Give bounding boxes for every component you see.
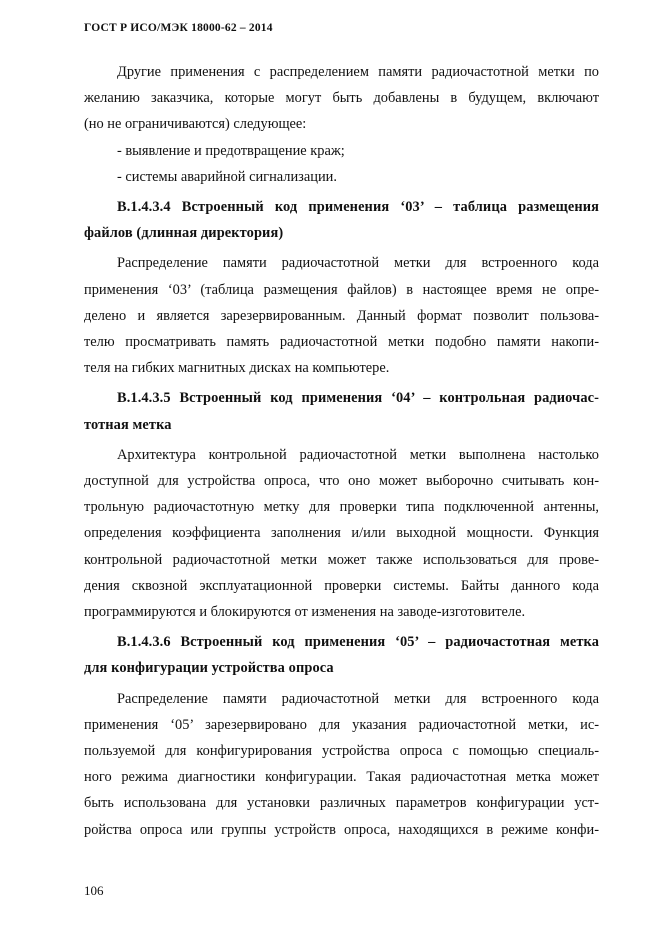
section-body (84, 686, 599, 843)
heading-line: для конфигурации устройства опроса (84, 660, 334, 677)
text-line: Распределение памяти радиочастотной метки для встроенного кода (117, 255, 599, 272)
text-line: трольную радиочастотную метку для проверки типа подключенной антенны, (84, 499, 599, 516)
section-body (84, 442, 599, 625)
text-line: желанию заказчика, которые могут быть добавлены в будущем, включают (84, 90, 599, 107)
text-line: (но не ограничиваются) следующее: (84, 116, 307, 133)
page-content (84, 59, 599, 843)
section-heading (84, 385, 599, 437)
intro-paragraph (84, 59, 599, 138)
heading-line: В.1.4.3.4 Встроенный код применения ‘03’ – таблица размещения (117, 199, 599, 216)
text-line: быть использована для установки различных параметров конфигурации уст- (84, 795, 599, 812)
heading-line: файлов (длинная директория) (84, 225, 284, 242)
text-line: применения ‘05’ зарезервировано для указания радиочастотной метки, ис- (84, 716, 599, 733)
text-line: доступной для устройства опроса, что оно может выборочно считывать кон- (84, 473, 599, 490)
text-line: ного режима диагностики конфигурации. Такая радиочастотная метка может (84, 769, 599, 786)
text-line: применения ‘03’ (таблица размещения файлов) в настоящее время не опре- (84, 281, 599, 298)
text-line: Другие применения с распределением памяти радиочастотной метки по (117, 64, 599, 80)
section-heading (84, 629, 599, 681)
text-line: программируются и блокируются от изменения на заводе-изготовителе. (84, 604, 526, 621)
section-body (84, 250, 599, 381)
text-line: Распределение памяти радиочастотной метки для встроенного кода (117, 690, 599, 707)
text-line: пользуемой для конфигурирования устройства опроса с помощью специаль- (84, 743, 599, 760)
bullet-item: - системы аварийной сигнализации. (117, 168, 337, 185)
text-line: делено и является зарезервированным. Данный формат позволит пользова- (84, 307, 599, 324)
section-heading (84, 194, 599, 246)
text-line: теля на гибких магнитных дисках на компьютере. (84, 360, 390, 377)
text-line: дения сквозной эксплуатационной проверки системы. Байты данного кода (84, 577, 599, 594)
text-line: Архитектура контрольной радиочастотной метки выполнена настолько (117, 446, 599, 463)
bullet-item: - выявление и предотвращение краж; (117, 142, 345, 159)
text-line: ройства опроса или группы устройств опроса, находящихся в режиме конфи- (84, 821, 599, 838)
text-line: определения коэффициента заполнения и/или выходной мощности. Функция (84, 525, 599, 542)
text-line: телю просматривать память радиочастотной метки подобно памяти накопи- (84, 334, 599, 351)
heading-line: В.1.4.3.5 Встроенный код применения ‘04’ – контрольная радиочас- (117, 390, 599, 407)
heading-line: тотная метка (84, 416, 172, 433)
page-number: 106 (84, 883, 104, 898)
text-line: контрольной радиочастотной метки может также использоваться для прове- (84, 551, 599, 568)
document-header: ГОСТ Р ИСО/МЭК 18000-62 – 2014 (84, 22, 273, 34)
heading-line: В.1.4.3.6 Встроенный код применения ‘05’ – радиочастотная метка (117, 634, 599, 651)
